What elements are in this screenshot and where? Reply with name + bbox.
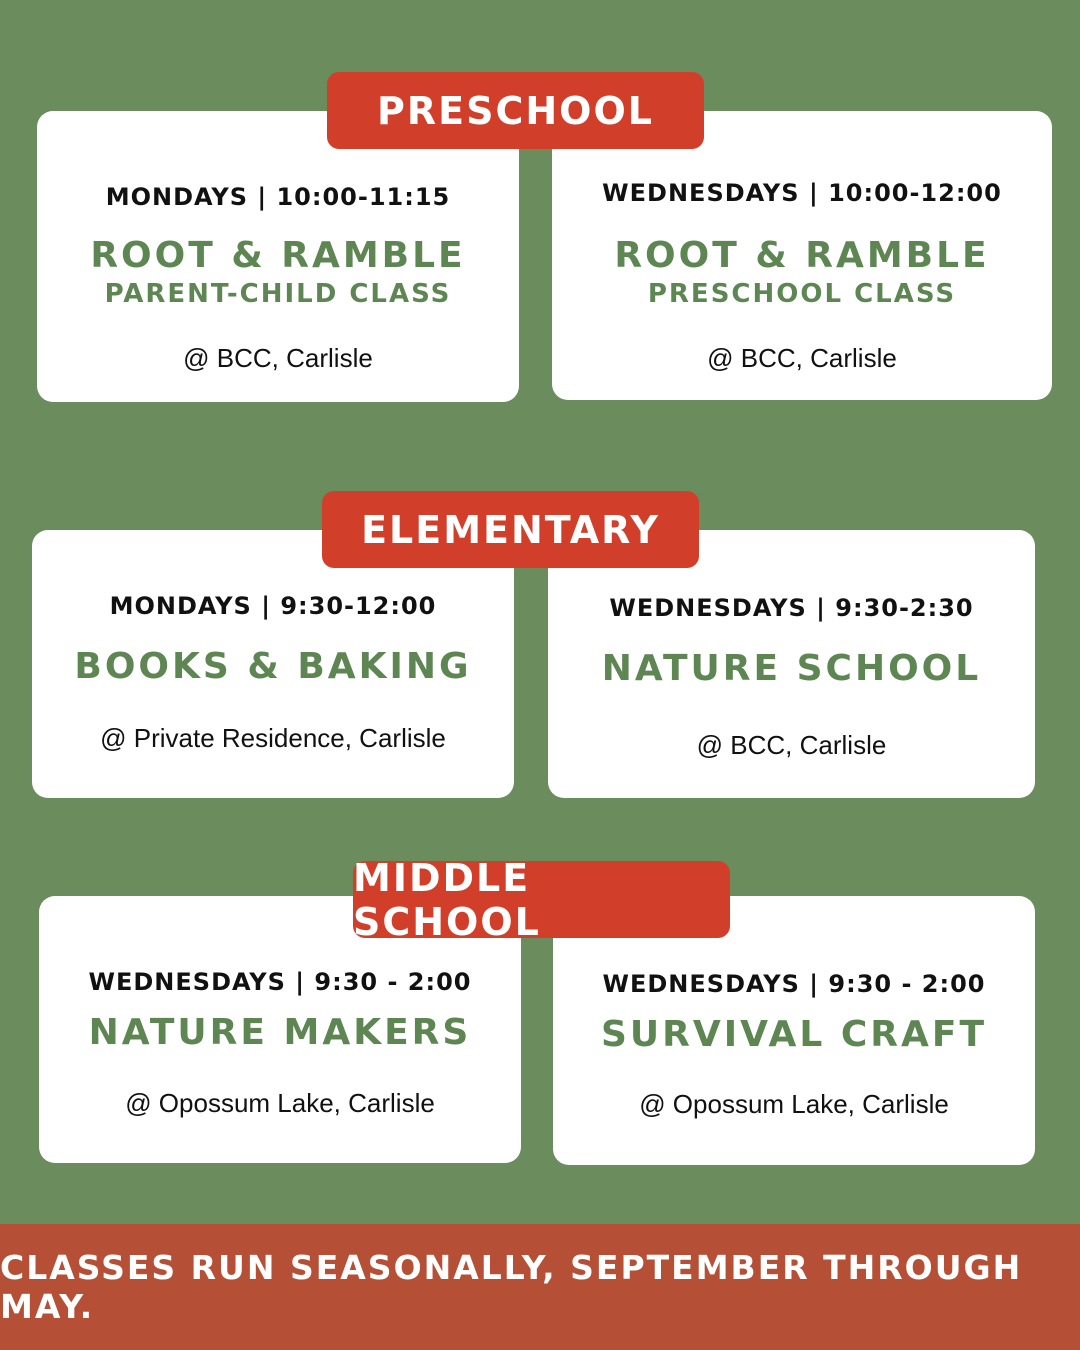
class-location: @ Private Residence, Carlisle bbox=[100, 723, 446, 753]
section-tag-elementary: ELEMENTARY bbox=[322, 491, 699, 568]
class-schedule: MONDAYS | 9:30-12:00 bbox=[109, 592, 437, 620]
class-schedule: WEDNESDAYS | 9:30 - 2:00 bbox=[88, 968, 472, 996]
class-card-root-ramble-preschool bbox=[552, 111, 1052, 400]
class-title: ROOT & RAMBLE bbox=[90, 235, 466, 276]
class-subtitle: PRESCHOOL CLASS bbox=[647, 279, 957, 309]
section-tag-preschool: PRESCHOOL bbox=[327, 72, 704, 149]
footer-banner bbox=[0, 1224, 1080, 1350]
class-location: @ BCC, Carlisle bbox=[183, 343, 373, 373]
class-schedule: MONDAYS | 10:00-11:15 bbox=[105, 183, 451, 211]
class-schedule: WEDNESDAYS | 10:00-12:00 bbox=[602, 179, 1002, 207]
class-title: ROOT & RAMBLE bbox=[614, 235, 990, 276]
class-location: @ BCC, Carlisle bbox=[696, 730, 887, 760]
class-card-books-baking bbox=[32, 530, 514, 798]
class-title: SURVIVAL CRAFT bbox=[600, 1014, 988, 1055]
class-location: @ Opossum Lake, Carlisle bbox=[125, 1088, 435, 1118]
class-title: BOOKS & BAKING bbox=[74, 646, 472, 687]
class-subtitle: PARENT-CHILD CLASS bbox=[104, 279, 452, 309]
class-location: @ BCC, Carlisle bbox=[707, 343, 897, 373]
class-schedule: WEDNESDAYS | 9:30-2:30 bbox=[609, 594, 974, 622]
footer-text: CLASSES RUN SEASONALLY, SEPTEMBER THROUGH MAY. bbox=[0, 1248, 1023, 1326]
class-card-root-ramble-parent-child bbox=[37, 111, 519, 402]
class-card-nature-school bbox=[548, 530, 1035, 798]
class-title: NATURE SCHOOL bbox=[601, 648, 982, 689]
class-schedule: WEDNESDAYS | 9:30 - 2:00 bbox=[602, 970, 986, 998]
section-tag-middle-school: MIDDLE SCHOOL bbox=[353, 861, 730, 938]
class-location: @ Opossum Lake, Carlisle bbox=[639, 1089, 949, 1119]
class-title: NATURE MAKERS bbox=[88, 1012, 472, 1053]
